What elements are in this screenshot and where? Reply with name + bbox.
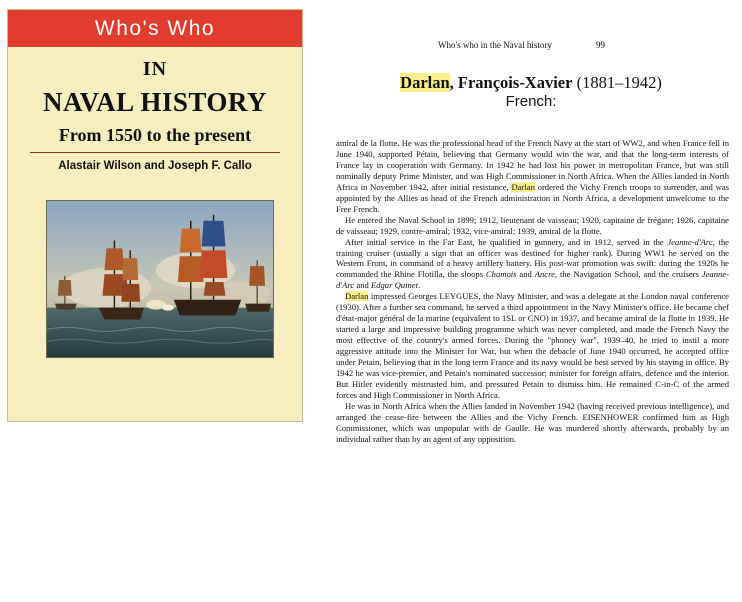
paragraph-3: After initial service in the Far East, he qualified in gunnery, and in 1912, served in the Jeanne-d'Arc, the training cruiser (usually a sign that an officer was destined for higher rank). During WW1 he served on the Western Front, in command of a heavy artillery battery. His post-war promotion was swift: during the 1920s he commanded the Rhine Flotilla, the sloops Chamois and Ancre, the Navigation School, and the cruisers Jeanne-d'Arc and Edgar Quinet. [336, 236, 729, 291]
paragraph-1: amiral de la flotte. He was the professional head of the French Navy at the start of WW2, and when France fell in June 1940, supported Pétain, believing that Germany would win the war, and that the long-term interests of France lay in cooperation with Germany. In 1942 he had lost his power in metropolitan France, but was still nominally deputy Prime Minister, and was High Commissioner in North Africa. When the Allies landed in North Africa in November 1942, after initial resistance, Darlan ordered the Vichy French troops to surrender, and was appointed by the Allies as head of the French administration in North Africa, a development unwelcome to the Free French. [336, 138, 729, 214]
cover-in-text: IN [142, 58, 168, 80]
paragraph-5: He was in North Africa when the Allies landed in November 1942 (having received previous intelligence), and arranged the cease-fire between the Allies and the Vichy French. EISENHOWER confirmed him as High Commissioner, which was unpopular with de Gaulle. He was murdered shortly afterwards, probably by an individual rather than by an agent of any opposition. [336, 400, 729, 444]
entry-body [336, 138, 729, 445]
book-cover [7, 9, 303, 422]
paragraph-4: Darlan impressed Georges LEYGUES, the Navy Minister, and was a delegate at the London naval conference (1930). After a further sea command, he served a third appointment in the Navy Minister's office. He became chef d'état-major général de la marine (equivalent to 1SL or CNO) in 1937, and became amiral de la flotte in 1939. He started a large and impressive building programme which was never completed, and made the French Navy the most effective of the country's armed forces. During the "phoney war", 1939–40, he tried to instil a more aggressive attitude into the Minister for War, but when the debacle of June 1940 occurred, he accepted office under Petain, believing that in the long term France and its navy would be best served by his staying in office. By 1942 he was vice-premier, and Petain's nominated successor; minister for foreign affairs, defence and the interior. But Hitler evidently mistrusted him, and pressured Petain to dismiss him. He remained C-in-C of the armed forces and High Commissioner in North Africa. [336, 291, 729, 400]
entry-surname: Darlan [400, 73, 450, 92]
running-head: Who's who in the Naval history [438, 40, 552, 50]
cover-divider [30, 152, 280, 153]
cover-authors: Alastair Wilson and Joseph F. Callo [58, 160, 252, 172]
cover-title-band [8, 10, 302, 47]
naval-battle-painting [47, 201, 273, 357]
cover-painting [46, 200, 274, 358]
entry-dates: (1881–1942) [572, 73, 662, 92]
book-page [328, 28, 734, 596]
entry-title [328, 73, 734, 93]
cover-band-title: Who's Who [94, 16, 216, 40]
page-number: 99 [596, 40, 605, 50]
entry-name [400, 73, 572, 92]
entry-given-names: , François-Xavier [449, 73, 573, 92]
highlighted-term: Darlan [345, 291, 369, 302]
paragraph-2: He entered the Naval School in 1899; 1912, lieutenant de vaisseau; 1920, capitaine de frégate; 1926, capitaine de vaisseau; 1929, contre-amiral; 1932, vice-amiral; 1939, amiral de la flotte. [336, 214, 729, 236]
highlighted-term: Darlan [511, 181, 535, 192]
entry-nationality: French: [505, 93, 557, 110]
cover-subtitle: From 1550 to the present [58, 125, 252, 145]
cover-main-title: NAVAL HISTORY [43, 87, 267, 117]
